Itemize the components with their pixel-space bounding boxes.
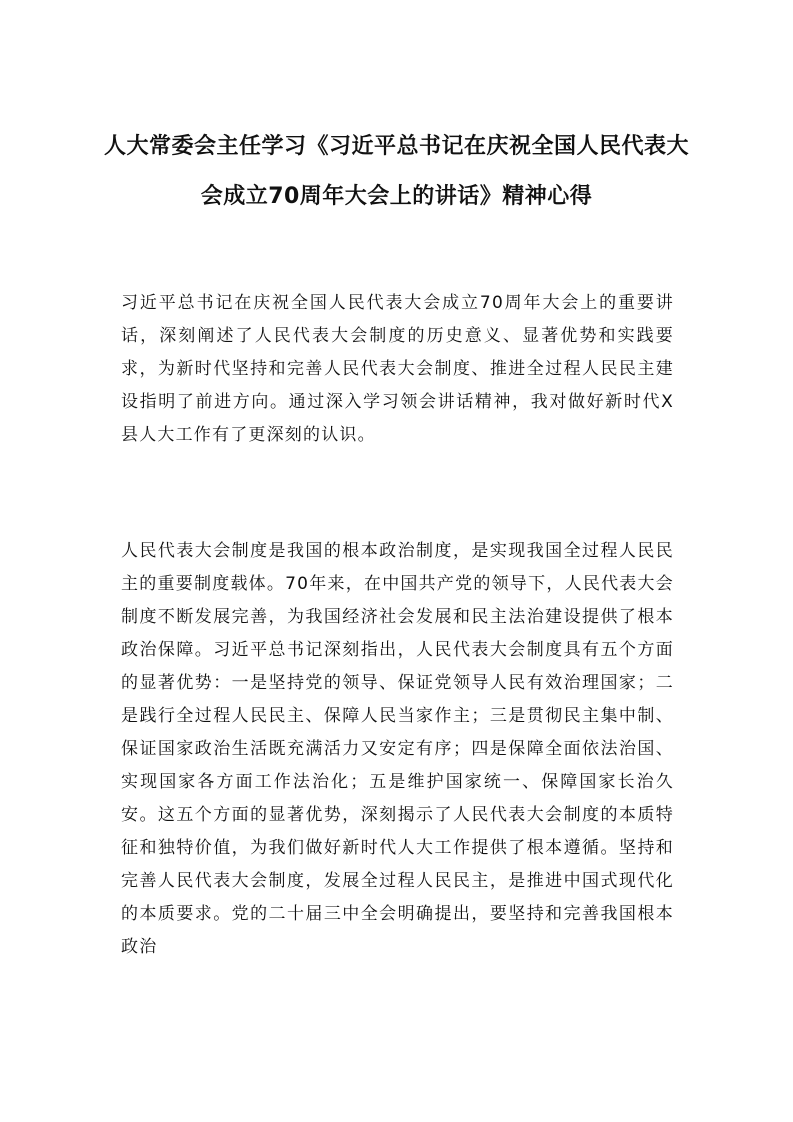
title-line-1: 人大常委会主任学习《习近平总书记在庆祝全国人民代表大: [103, 134, 689, 159]
document-title: [100, 122, 693, 222]
paragraph-2: 人民代表大会制度是我国的根本政治制度，是实现我国全过程人民民主的重要制度载体。70年来，在中国共产党的领导下，人民代表大会制度不断发展完善，为我国经济社会发展和民主法治建设提供了根本政治保障。习近平总书记深刻指出，人民代表大会制度具有五个方面的显著优势：一是坚持党的领导、保证党领导人民有效治理国家；二是践行全过程人民民主、保障人民当家作主；三是贯彻民主集中制、保证国家政治生活既充满活力又安定有序；四是保障全面依法治国、实现国家各方面工作法治化；五是维护国家统一、保障国家长治久安。这五个方面的显著优势，深刻揭示了人民代表大会制度的本质特征和独特价值，为我们做好新时代人大工作提供了根本遵循。坚持和完善人民代表大会制度，发展全过程人民民主，是推进中国式现代化的本质要求。党的二十届三中全会明确提出，要坚持和完善我国根本政治: [121, 541, 674, 957]
paragraph-1: 习近平总书记在庆祝全国人民代表大会成立70周年大会上的重要讲话，深刻阐述了人民代表大会制度的历史意义、显著优势和实践要求，为新时代坚持和完善人民代表大会制度、推进全过程人民民主建设指明了前进方向。通过深入学习领会讲话精神，我对做好新时代X县人大工作有了更深刻的认识。: [121, 293, 674, 445]
title-line-2: 会成立70周年大会上的讲话》精神心得: [200, 184, 593, 209]
